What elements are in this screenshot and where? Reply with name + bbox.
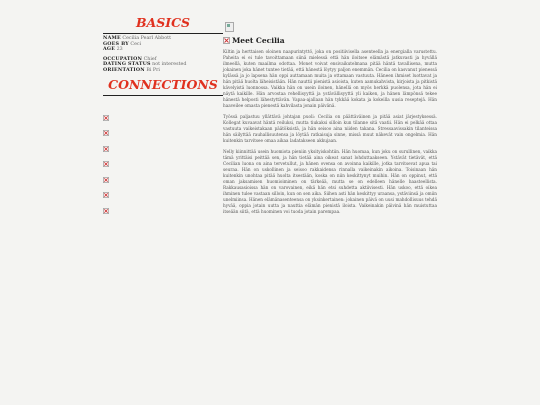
bio-paragraph: Työssä paljastuu yllättävä johtajan puoli: Cecilia on päättäväinen ja pitää asiat järjestyksessä. Kollegat kuvaavat häntä reiluksi, mutta tiukaksi silloin kun tilanne sitä vaatii. Hän ei pelkää ottaa vastuuta vaikeistakaan päätöksistä, ja hän seisoo aina niiden takana. Stressaavissakin tilanteissa hän säilyttää rauhallisuutensa ja löytää ratkaisuja sinne, missä muut näkevät vain ongelmia. Hän kuitenkin tarvitsee omaa aikaa ladatakseen akkujaan. <box>223 113 437 144</box>
connection-item[interactable] <box>103 183 223 190</box>
broken-image-icon <box>103 115 109 121</box>
info-label: NAME <box>103 35 121 41</box>
connection-item[interactable] <box>103 199 223 206</box>
basics-divider <box>103 33 223 34</box>
broken-image-icon <box>103 161 109 167</box>
info-label: OCCUPATION <box>103 55 143 62</box>
sidebar <box>103 12 223 214</box>
info-label: DATING STATUS <box>103 61 151 68</box>
connection-item[interactable] <box>103 168 223 175</box>
info-row-orientation <box>103 68 223 74</box>
page-title: Meet Cecilia <box>232 36 285 45</box>
info-label: ORIENTATION <box>103 66 145 73</box>
info-value: Cecilia Pearl Abbott <box>122 36 172 41</box>
info-value: not interested <box>152 62 187 68</box>
connection-item[interactable] <box>103 137 223 144</box>
bio-paragraph: Kiltin ja herttaisen oloinen naapurintyttö, joka on positiivisella asenteella ja energialla varustettu. Paheita ei ei tule tavoittamaan siinä mielessä että hän iloitsee elämästä jatkuvasti ja hyvällä ilmeellä, kuten maailma odottaa. Monet voivat ensivaikutelmana pitää häntä tavallisena, mutta jokainen joka hänet tuntee tietää, että hänestä löytyy paljon enemmän. Cecilia on kasvanut pienessä kylässä ja jo lapsena hän oppi auttamaan muita ja ottamaan vastuuta. Häneen ihmiset luottavat ja hän pitää huolta läheisistään. Hän nauttii pienistä asioista, kuten aamukahvista, kirjoista ja pitkistä kävelyistä luonnossa. Vaikka hän on usein iloinen, hänellä on myös herkkä puolensa, jota hän ei näytä kaikille. Hän arvostaa rehellisyyttä ja ystävällisyyttä yli kaiken, ja hänen lämpönsä tekee hänestä helposti lähestyttävän. Vapaa-ajallaan hän tykkää kokata ja kokeilla uusia reseptejä. Hän haaveilee omasta pienestä kahvilasta jonain päivänä. <box>223 49 437 109</box>
broken-image-icon <box>223 37 230 44</box>
connection-item[interactable] <box>103 121 223 128</box>
connections-divider <box>103 95 223 96</box>
basics-info <box>103 36 223 74</box>
info-value: Ceci <box>130 41 142 47</box>
connection-item[interactable] <box>103 152 223 159</box>
info-label: GOES BY <box>103 40 129 47</box>
broken-image-icon <box>225 22 234 32</box>
broken-image-icon <box>103 208 109 214</box>
basics-title: BASICS <box>135 15 191 30</box>
connection-item[interactable] <box>103 106 223 113</box>
info-label: AGE <box>103 46 116 53</box>
broken-image-icon <box>103 192 109 198</box>
section-heading <box>223 36 437 45</box>
broken-image-icon <box>103 177 109 183</box>
info-value: Bi Pri <box>146 67 160 73</box>
broken-image-icon <box>103 146 109 152</box>
info-value: 23 <box>116 47 123 53</box>
info-value: Chief <box>143 56 157 62</box>
connections-list <box>103 106 223 206</box>
main-content <box>223 22 437 220</box>
bio-paragraph: Nelly kiinnittää usein huomiota pieniin yksityiskohtiin. Hän huomaa, kun joku on surullinen, vaikka tämä yrittäisi peittää sen, ja hän tietää aina oikeat sanat lohduttaakseen. Ystävät tietävät, että Cecilian luona on aina tervetullut, ja hänen ovensa on avoinna kaikille, jotka tarvitsevat apua tai seuraa. Hän on uskollinen ja seisoo rakkaidensa rinnalla vaikeinakin aikoina. Toisinaan hän kuitenkin unohtaa pitää huolta itsestään, koska on niin keskittynyt muihin. Hän on oppinut, että oman jaksamisen huomioiminen on tärkeää, mutta se on edelleen hänelle haasteellista. Rakkausasioissa hän on varovainen, eikä hän etsi suhdetta aktiivisesti. Hän uskoo, että oikea ihminen tulee vastaan silloin, kun on sen aika. Siihen asti hän keskittyy uraansa, ystäviinsä ja omiin unelmiinsa. Hänen elämänasenteensa on yksinkertainen: jokainen päivä on uusi mahdollisuus tehdä hyvää, oppia jotain uutta ja nauttia elämän pienistä iloista. Vaikeinakin päivinä hän muistuttaa itseään siitä, että huominen voi tuoda jotain parempaa. <box>223 148 437 215</box>
connections-title: CONNECTIONS <box>108 76 218 92</box>
connections-section <box>103 78 223 206</box>
broken-image-icon <box>103 130 109 136</box>
